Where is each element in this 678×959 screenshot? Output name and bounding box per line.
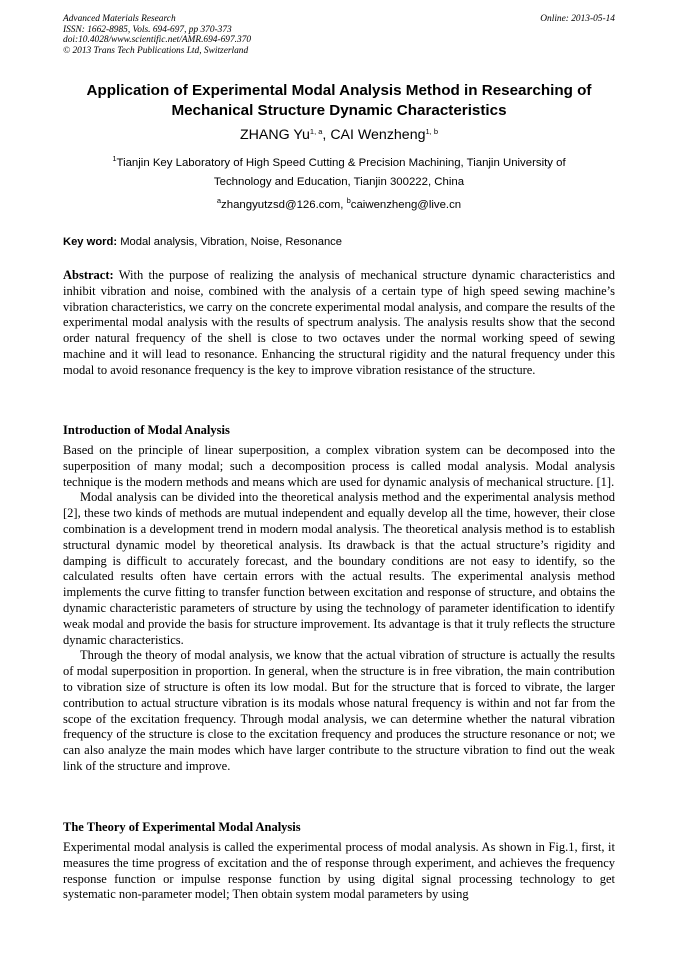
running-header	[63, 14, 615, 56]
section-heading: Introduction of Modal Analysis	[63, 423, 230, 437]
issn-line: ISSN: 1662-8985, Vols. 694-697, pp 370-373	[63, 24, 232, 35]
section-heading: The Theory of Experimental Modal Analysis	[63, 820, 301, 834]
author-name: CAI Wenzheng	[330, 127, 426, 143]
section-body	[63, 443, 615, 775]
author-list	[40, 125, 638, 147]
affil-line-2: Technology and Education, Tianjin 300222, China	[213, 176, 465, 188]
paragraph: Experimental modal analysis is called the experimental process of modal analysis. As shown in Fig.1, first, it measures the time progress of excitation and the of response through experiment, and achieves the frequency response function or impulse response function by using digital signal processing technology to get systematic non-parameter model; Then obtain system modal parameters by using	[63, 840, 615, 902]
author-affil-mark: 1, b	[425, 127, 438, 136]
affil-mark: 1	[112, 154, 117, 163]
author-name: ZHANG Yu	[239, 127, 310, 143]
title-line-1: Application of Experimental Modal Analysis Method in Researching of	[86, 82, 592, 99]
paper-title	[40, 81, 638, 121]
paragraph: Through the theory of modal analysis, we know that the actual vibration of structure is actually the results of modal superposition in proportion. In general, when the structure is in free vibration, the main contribution to vibration size of structure is often its low modal. But for the structure that is forced to vibrate, the larger contribution to actual structure vibration is its modals whose natural frequency is within and not far from the scope of the excitation frequency. Through modal analysis, we can determine whether the natural vibration frequency of the structure is close to the excitation frequency and produces the structure resonance or not; we can also analyze the main modes which have larger contribute to the structure vibration to find out the weak link of the structure and improve.	[63, 648, 615, 773]
keywords	[63, 235, 615, 249]
online-date: Online: 2013-05-14	[540, 14, 615, 24]
author-emails	[40, 197, 638, 214]
paragraph: Based on the principle of linear superposition, a complex vibration system can be decomposed into the superposition of many modal; such a decomposition process is called modal analysis. Modal analysis technique is the modern methods and means which are used for dynamic analysis of mechanical structure. [1].	[63, 443, 615, 489]
journal-name: Advanced Materials Research	[63, 14, 176, 24]
email-separator: ,	[340, 199, 347, 211]
doi-line: doi:10.4028/www.scientific.net/AMR.694-697.370	[63, 35, 252, 46]
keywords-text: Modal analysis, Vibration, Noise, Resonance	[117, 236, 343, 248]
email-mark: b	[346, 196, 351, 205]
keywords-label: Key word:	[63, 236, 118, 248]
abstract	[63, 268, 615, 379]
copyright-line: © 2013 Trans Tech Publications Ltd, Switzerland	[63, 45, 249, 56]
author-affil-mark: 1, a	[309, 127, 323, 136]
section-body	[63, 840, 615, 903]
paragraph: Modal analysis can be divided into the theoretical analysis method and the experimental analysis method [2], these two kinds of methods are mutual independent and equally develop all the time, however, their close combination is a development trend in modern modal analysis. The theoretical analysis method is to establish structural dynamic model by theoretical analysis. Its drawback is that the actual structure’s rigidity and damping is difficult to accurately forecast, and the boundary conditions are not easy to identify, so the calculated results often have certain errors with the actual results. The experimental analysis method implements the curve fitting to transfer function between excitation and response of structure, and obtains the dynamic characteristic parameters of structure by using the technology of parameter identification to identify weak modal and provide the basis for structure improvement. Its advantage is that it truly reflects the structure dynamic characteristics.	[63, 490, 615, 647]
email-link[interactable]: caiwenzheng@live.cn	[350, 199, 462, 211]
author-separator: ,	[322, 127, 331, 143]
email-mark: a	[216, 196, 222, 205]
affil-line-1: Tianjin Key Laboratory of High Speed Cutting & Precision Machining, Tianjin University of	[116, 157, 566, 169]
abstract-text: With the purpose of realizing the analysis of mechanical structure dynamic characteristics and inhibit vibration and noise, combined with the analysis of a certain type of high speed sewing machine’s vibration characteristics, we carry on the concrete experimental modal analysis, and compare the results of the experimental modal analysis with the results of spectrum analysis. The analysis results show that the second order natural frequency of the shell is close to two octaves under the normal working speed of sewing machine and it will lead to resonance. Enhancing the structural rigidity and the natural frequency under this modal to avoid resonance frequency is the key to improve vibration resistance of the structure.	[63, 268, 615, 377]
title-line-2: Mechanical Structure Dynamic Characteristics	[171, 102, 507, 119]
affiliation	[70, 154, 608, 192]
email-link[interactable]: zhangyutzsd@126.com	[221, 199, 341, 211]
abstract-label: Abstract:	[63, 268, 114, 282]
